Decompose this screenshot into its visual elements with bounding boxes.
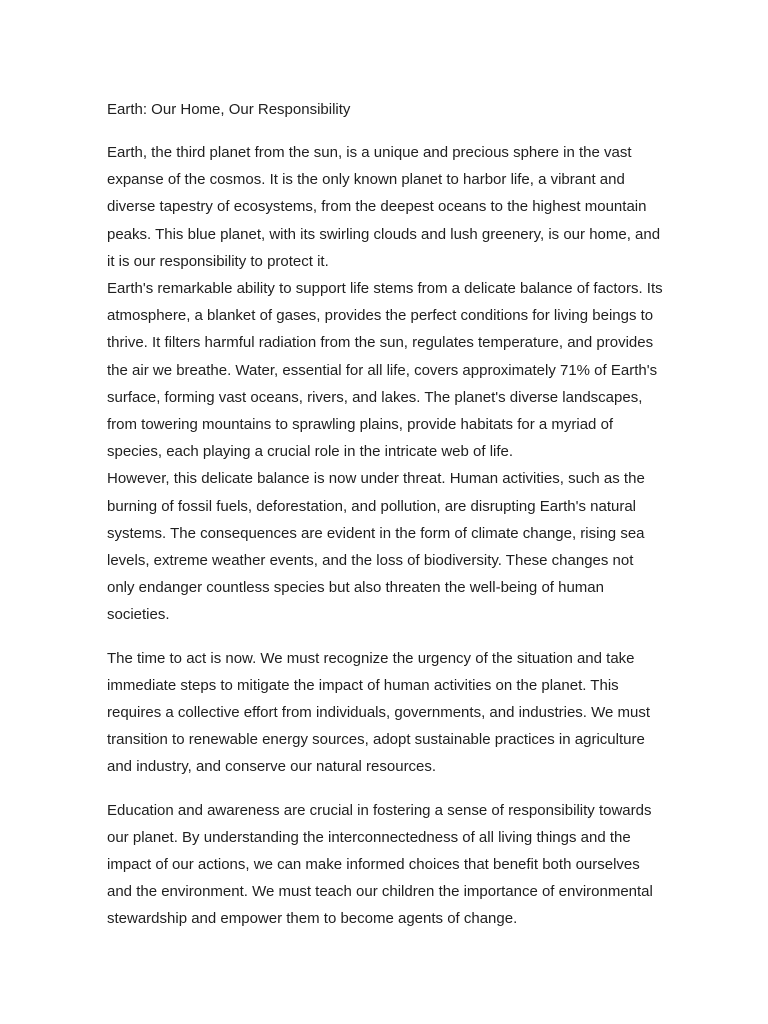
paragraph-intro: Earth, the third planet from the sun, is a unique and precious sphere in the vast expanse of the cosmos. It is the only known planet to harbor life, a vibrant and diverse tapestry of ecosystems, from the deepest oceans to the highest mountain peaks. This blue planet, with its swirling clouds and lush greenery, is our home, and it is our responsibility to protect it. <box>107 144 661 270</box>
paragraph-threat: However, this delicate balance is now under threat. Human activities, such as the burning of fossil fuels, deforestation, and pollution, are disrupting Earth's natural systems. The consequences are evident in the form of climate change, rising sea levels, extreme weather events, and the loss of biodiversity. These changes not only endanger countless species but also threaten the well-being of human societies. <box>107 470 645 624</box>
paragraph-call-to-action: The time to act is now. We must recognize the urgency of the situation and take immediate steps to mitigate the impact of human activities on the planet. This requires a collective effort from individuals, governments, and industries. We must transition to renewable energy sources, adopt sustainable practices in agriculture and industry, and conserve our natural resources. <box>107 649 651 776</box>
document-title: Earth: Our Home, Our Responsibility <box>107 101 351 118</box>
paragraph-education: Education and awareness are crucial in fostering a sense of responsibility towards our planet. By understanding the interconnectedness of all living things and the impact of our actions, we can make informed choices that benefit both ourselves and the environment. We must teach our children the importance of environmental stewardship and empower them to become agents of change. <box>107 801 653 928</box>
document-page <box>107 98 663 933</box>
paragraph-life-support: Earth's remarkable ability to support life stems from a delicate balance of factors. Its atmosphere, a blanket of gases, provides the perfect conditions for living beings to thrive. It filters harmful radiation from the sun, regulates temperature, and provides the air we breathe. Water, essential for all life, covers approximately 71% of Earth's surface, forming vast oceans, rivers, and lakes. The planet's diverse landscapes, from towering mountains to sprawling plains, provide habitats for a myriad of species, each playing a crucial role in the intricate web of life. <box>107 280 663 461</box>
